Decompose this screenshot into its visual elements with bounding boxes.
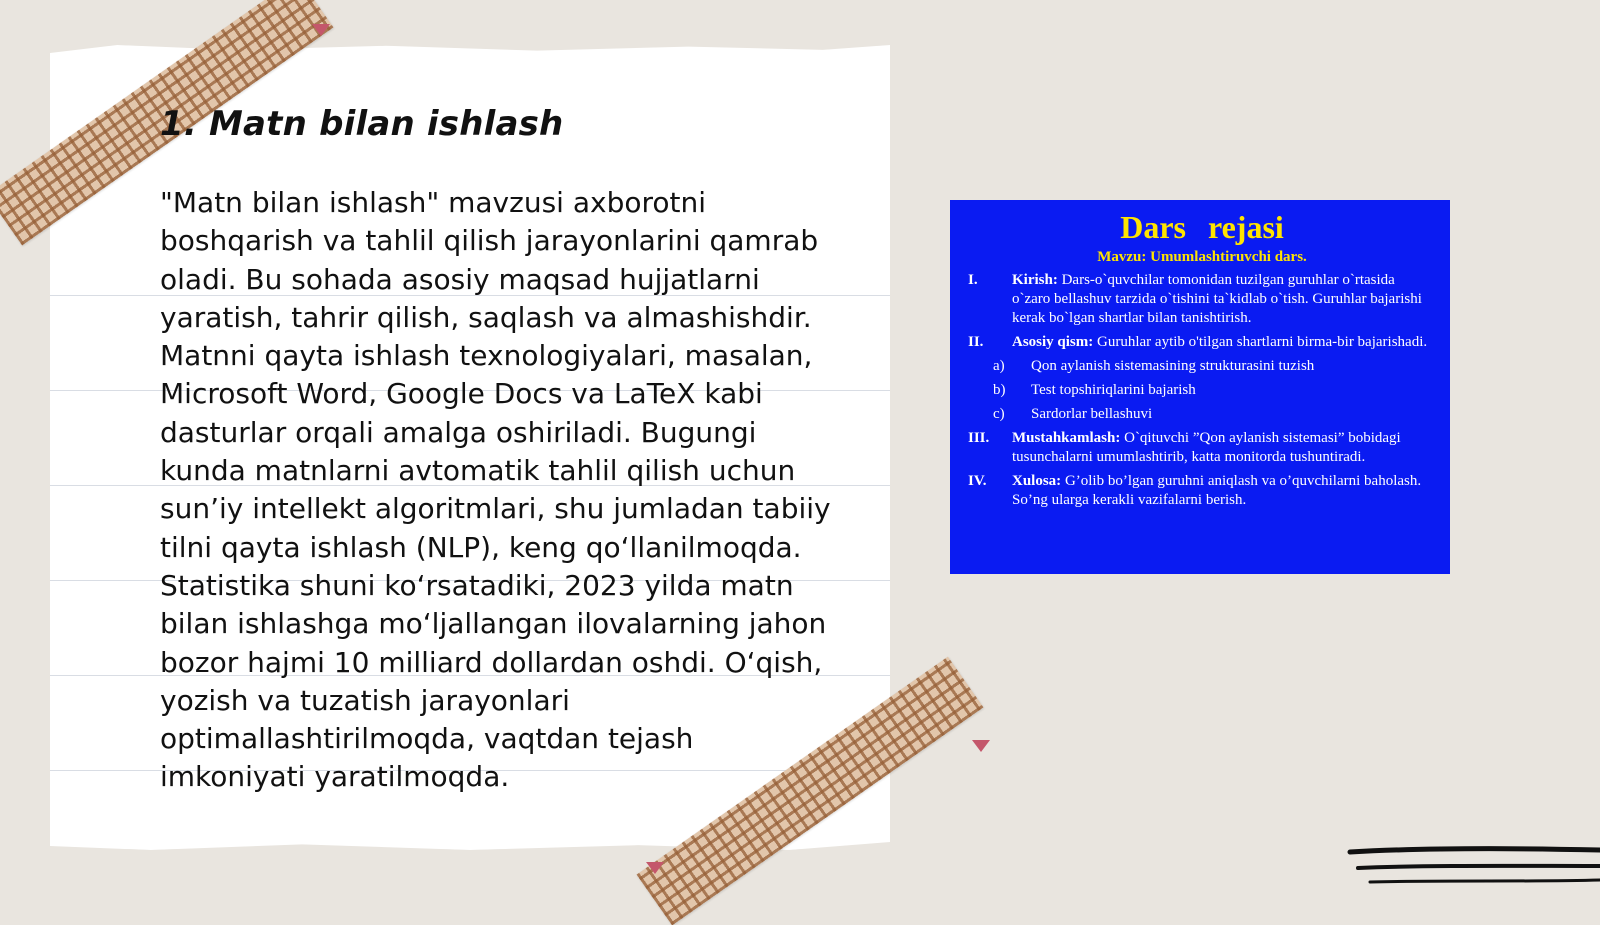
plan-item-label: Xulosa: bbox=[1012, 473, 1062, 489]
plan-item bbox=[968, 271, 1436, 328]
pin-decoration bbox=[972, 740, 990, 752]
plan-item bbox=[968, 472, 1436, 510]
body-paragraph: "Matn bilan ishlash" mavzusi axborotni boshqarish va tahlil qilish jarayonlarini qamrab oladi. Bu sohada asosiy maqsad hujjatlarni yaratish, tahrir qilish, saqlash va almashishdir. Matnni qayta ishlash texnologiyalari, masalan, Microsoft Word, Google Docs va LaTeX kabi dasturlar orqali amalga oshiriladi. Bugungi kunda matnlarni avtomatik tahlil qilish uchun sun’iy intellekt algoritmlari, shu jumladan tabiiy tilni qayta ishlash (NLP), keng qo‘llanilmoqda. Statistika shuni ko‘rsatadiki, 2023 yilda matn bilan ishlashga mo‘ljallangan ilovalarning jahon bozor hajmi 10 milliard dollardan oshdi. O‘qish, yozish va tuzatish jarayonlari optimallashtirilmoqda, vaqtdan tejash imkoniyati yaratilmoqda. bbox=[160, 186, 831, 794]
plan-subitem-letter: a) bbox=[993, 358, 1005, 374]
plan-item-label: Kirish: bbox=[1012, 272, 1058, 288]
plan-item-text: G’olib bo’lgan guruhni aniqlash va o’quvchilarni baholash. So’ng ularga kerakli vazifalarni berish. bbox=[1012, 473, 1422, 508]
pin-decoration bbox=[646, 862, 664, 874]
plan-item bbox=[968, 429, 1436, 467]
plan-item-label: Mustahkamlash: bbox=[1012, 430, 1121, 446]
plan-item-text: Dars-o`quvchilar tomonidan tuzilgan guruhlar o`rtasida o`zaro bellashuv tarzida o`tishini ta`kidlab o`tish. Guruhlar bajarishi kerak bo`lgan shartlar bilan tanishtirish. bbox=[1012, 272, 1422, 326]
plan-subitem-text: Sardorlar bellashuvi bbox=[1031, 406, 1153, 422]
plan-subitem-text: Test topshiriqlarini bajarish bbox=[1031, 382, 1196, 398]
plan-item-number: I. bbox=[968, 272, 978, 288]
plan-subitem bbox=[993, 357, 1436, 376]
plan-title: Dars rejasi bbox=[1120, 209, 1284, 245]
plan-subitem-text: Qon aylanish sistemasining strukturasini tuzish bbox=[1031, 358, 1315, 374]
plan-item-text: Guruhlar aytib o'tilgan shartlarni birma-bir bajarishadi. bbox=[1093, 334, 1428, 350]
plan-item-label: Asosiy qism: bbox=[1012, 334, 1094, 350]
plan-item bbox=[968, 333, 1436, 352]
plan-subitem-letter: b) bbox=[993, 382, 1006, 398]
pin-decoration bbox=[312, 24, 330, 36]
plan-subitem bbox=[993, 405, 1436, 424]
plan-item-number: II. bbox=[968, 334, 984, 350]
plan-subitem-letter: c) bbox=[993, 406, 1005, 422]
plan-item-text: O`qituvchi ”Qon aylanish sistemasi” bobidagi tusunchalarni umumlashtirib, katta monitorda tushuntiradi. bbox=[1012, 430, 1401, 465]
plan-subtitle: Mavzu: Umumlashtiruvchi dars. bbox=[1097, 249, 1307, 265]
plan-item-number: IV. bbox=[968, 473, 987, 489]
brush-strokes-decoration bbox=[1340, 830, 1600, 900]
plan-subitem bbox=[993, 381, 1436, 400]
lesson-plan-image bbox=[950, 200, 1450, 574]
slide-title: 1. Matn bilan ishlash bbox=[160, 104, 564, 144]
plan-item-number: III. bbox=[968, 430, 990, 446]
